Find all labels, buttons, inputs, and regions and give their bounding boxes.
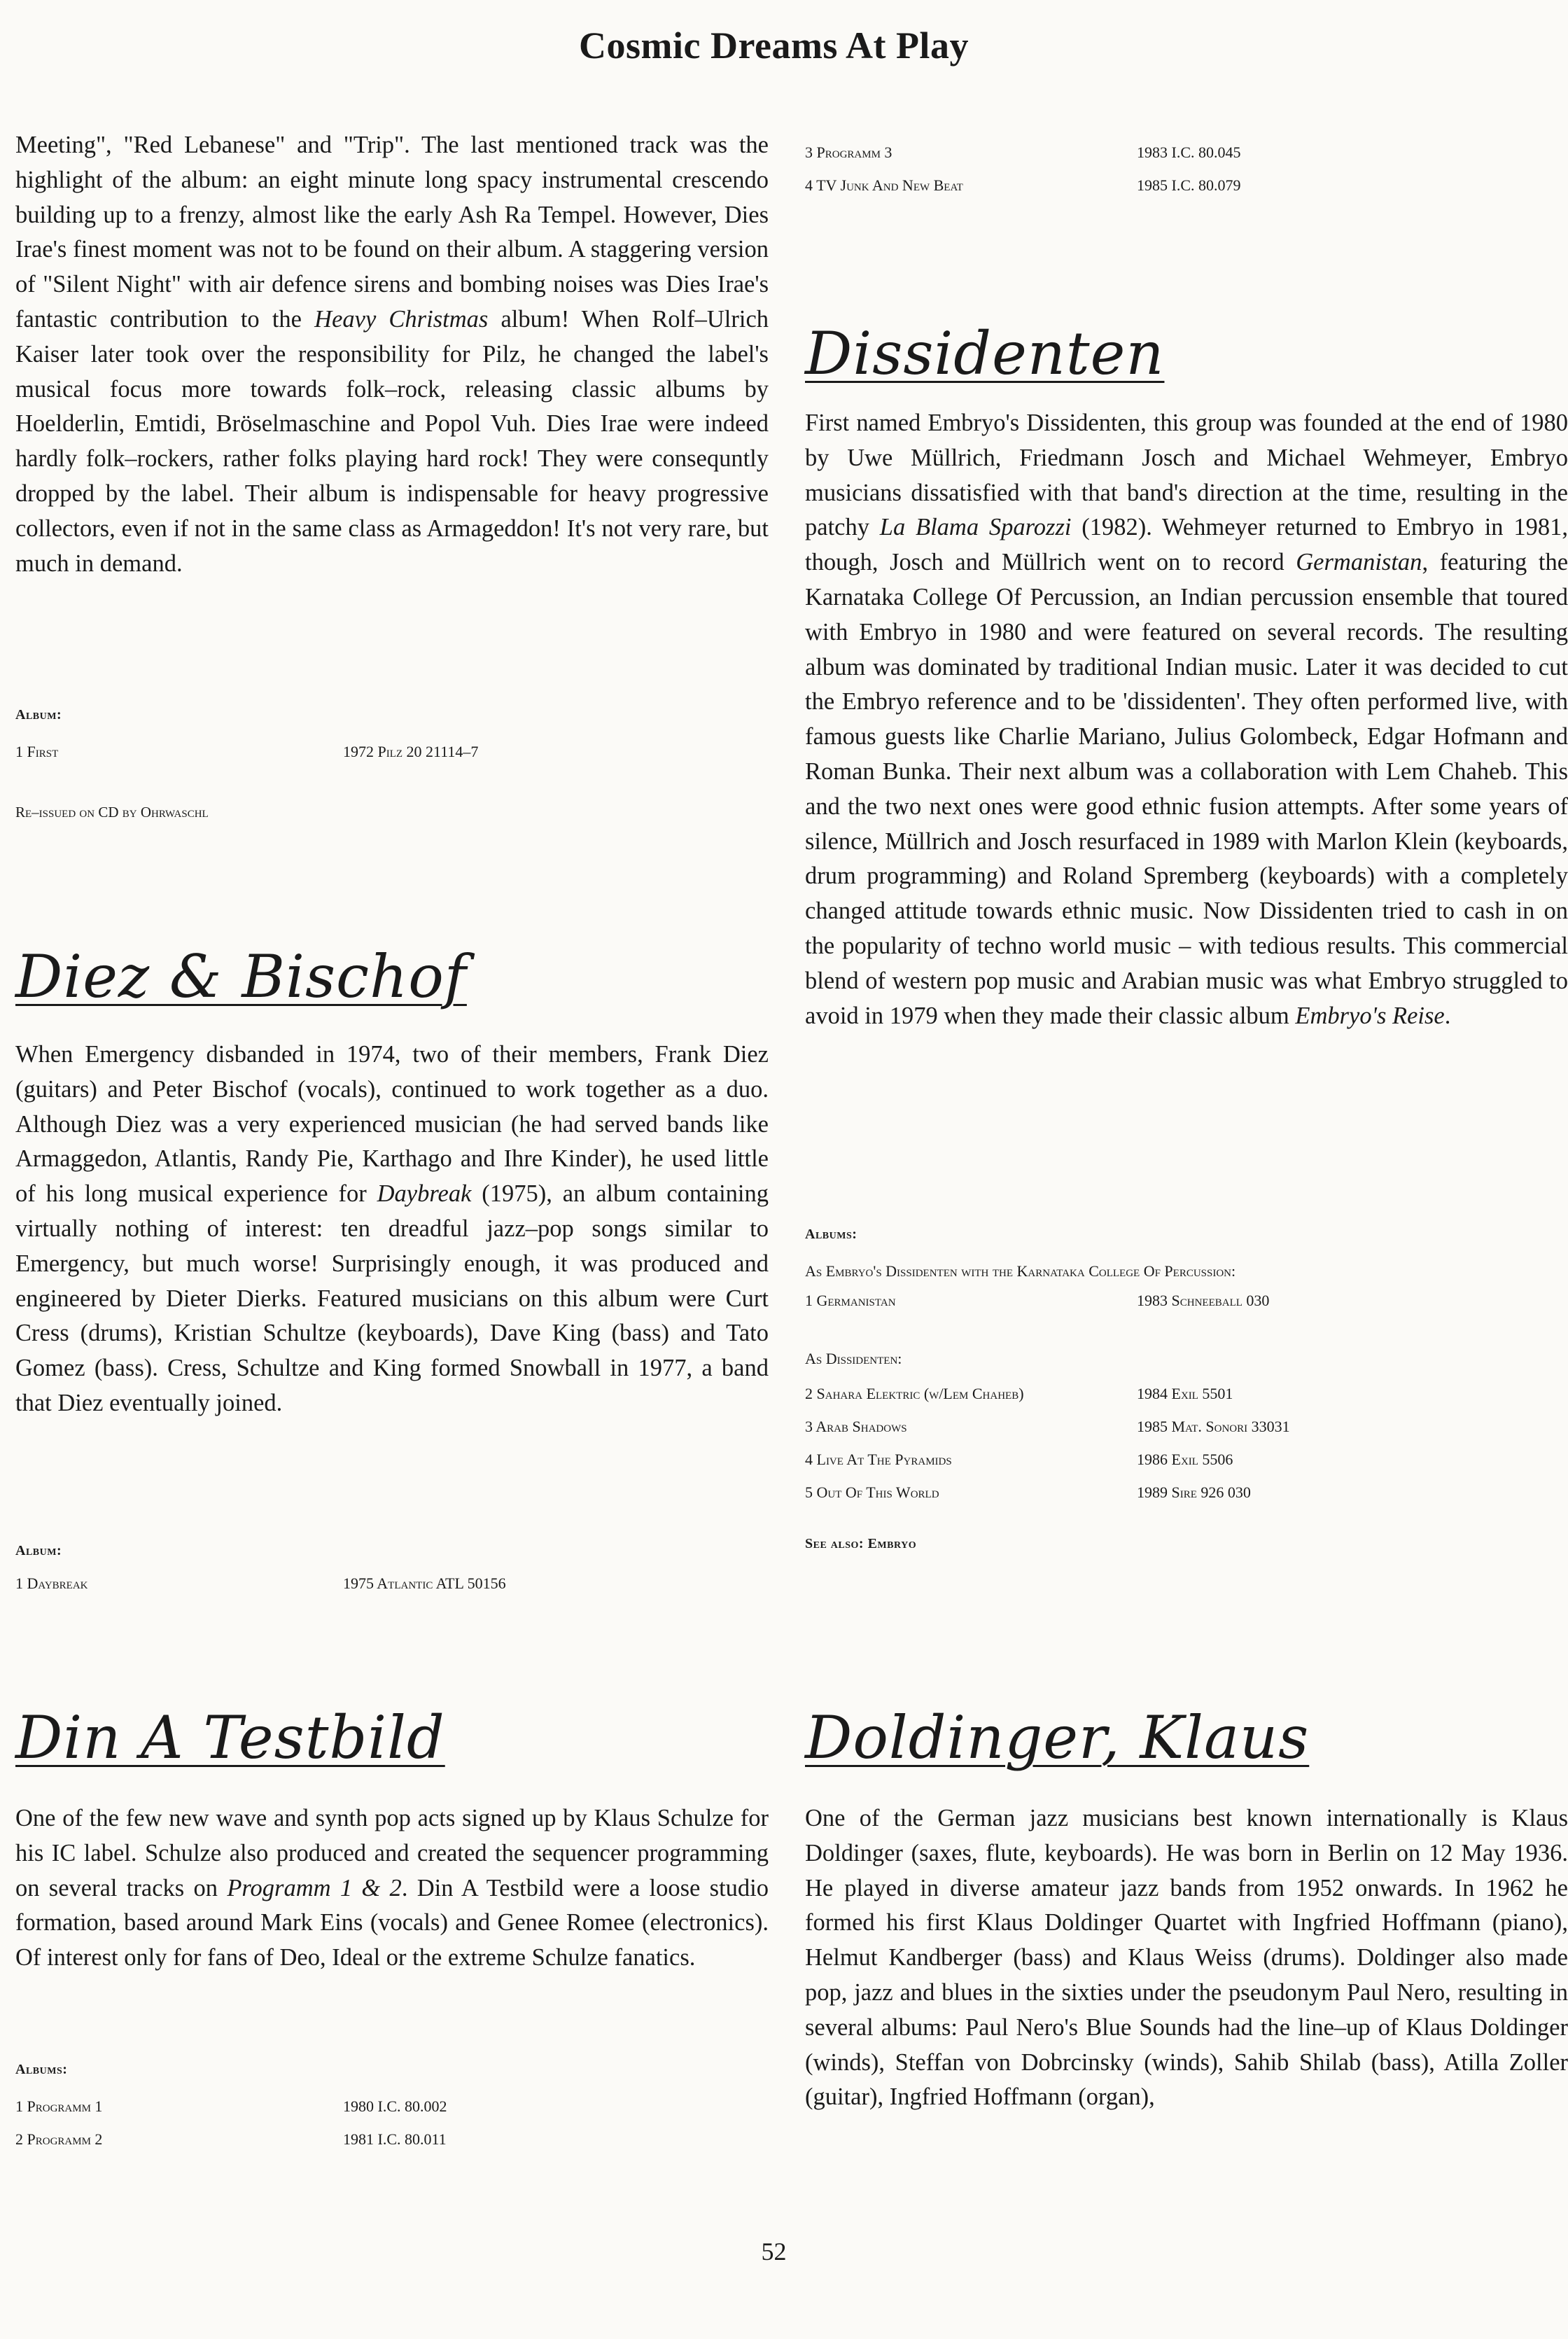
dissidenten-section [805, 319, 1548, 389]
album-row: 2 Sahara Elektric (w/Lem Chaheb) 1984 Exil 5501 [805, 1385, 1233, 1402]
din-a-testbild-section [15, 1703, 769, 1773]
albums-label: Album: [15, 1543, 62, 1558]
albums-label: Album: [15, 707, 62, 722]
discography-group-label: As Dissidenten: [805, 1350, 902, 1367]
dissidenten-paragraph: First named Embryo's Dissidenten, this group was founded at the end of 1980 by Uwe Müllrich, Friedmann Josch and Michael Wehmeyer, Embryo musicians dissatisfied with that band's direction at the time, resulting in the patchy La Blama Sparozzi (1982). Wehmeyer returned to Embryo in 1981, though, Josch and Müllrich went on to record Germanistan, featuring the Karnataka College Of Percussion, an Indian percussion ensemble that toured with Embryo in 1980 and were featured on several records. The resulting album was dominated by traditional Indian music. Later it was decided to cut the Embryo reference and to be 'dissidenten'. They often performed live, with famous guests like Charlie Mariano, Julius Golombeck, Edgar Hofmann and Roman Bunka. Their next album was a collaboration with Lem Chaheb. This and the two next ones were good ethnic fusion attempts. After some years of silence, Müllrich and Josch resurfaced in 1989 with Marlon Klein (keyboards, drum programming) and Roland Spremberg (keyboards) with a completely changed attitude towards ethnic music. Now Dissidenten tried to cash in on the popularity of techno world music – with tedious results. This commercial blend of western pop music and Arabian music was what Embryo struggled to avoid in 1979 when they made their classic album Embryo's Reise. [805, 410, 1568, 1029]
albums-label: Albums: [15, 2062, 68, 2077]
din-a-testbild-discography-cont [805, 144, 1548, 209]
page-number: 52 [761, 2237, 787, 2265]
album-row: 1 Daybreak 1975 Atlantic ATL 50156 [15, 1575, 506, 1592]
album-row: 1 Germanistan 1983 Schneeball 030 [805, 1292, 1270, 1309]
section-heading: Diez & Bischof [15, 942, 467, 1011]
section-heading: Doldinger, Klaus [805, 1703, 1310, 1772]
dissidenten-discography [805, 1227, 1548, 1552]
dies-irae-paragraph: Meeting", "Red Lebanese" and "Trip". The last mentioned track was the highlight of the album: an eight minute long spacy instrumental crescendo building up to a frenzy, almost like the early Ash Ra Tempel. However, Dies Irae's finest moment was not to be found on their album. A staggering version of "Silent Night" with air defence sirens and bombing noises was Dies Irae's fantastic contribution to the Heavy Christmas album! When Rolf–Ulrich Kaiser later took over the responsibility for Pilz, he changed the label's musical focus more towards folk–rock, releasing classic albums by Hoelderlin, Emtidi, Bröselmaschine and Popol Vuh. Dies Irae were indeed hardly folk–rockers, rather folks playing hard rock! They were consequntly dropped by the label. Their album is indispensable for heavy progressive collectors, even if not in the same class as Armageddon! It's not very rare, but much in demand. [15, 132, 769, 577]
din-a-testbild-paragraph: One of the few new wave and synth pop acts signed up by Klaus Schulze for his IC label. Schulze also produced and created the sequencer programming on several tracks on Programm 1 & 2. Din A Testbild were a loose studio formation, based around Mark Eins (vocals) and Genee Romee (electronics). Of interest only for fans of Deo, Ideal or the extreme Schulze fanatics. [15, 1805, 769, 1971]
doldinger-section [805, 1703, 1548, 1773]
dies-irae-discography [15, 707, 769, 821]
page-title: Cosmic Dreams At Play [579, 25, 969, 67]
diez-bischof-discography [15, 1543, 769, 1607]
doldinger-paragraph: One of the German jazz musicians best known internationally is Klaus Doldinger (saxes, flute, keyboards). He was born in Berlin on 12 May 1936. He played in diverse amateur jazz bands from 1952 onwards. In 1962 he formed his first Klaus Doldinger Quartet with Ingfried Hoffmann (piano), Helmut Kandberger (bass) and Klaus Weiss (drums). Doldinger also made pop, jazz and blues in the sixties under the pseudonym Paul Nero, resulting in several albums: Paul Nero's Blue Sounds had the line–up of Klaus Doldinger (winds), Steffan von Dobrcinsky (winds), Sahib Shilab (bass), Atilla Zoller (guitar), Ingfried Hoffmann (organ), [805, 1805, 1568, 2111]
reissue-note: Re–issued on CD by Ohrwaschl [15, 804, 209, 821]
album-row: 4 TV Junk And New Beat 1985 I.C. 80.079 [805, 176, 1241, 194]
album-row: 3 Programm 3 1983 I.C. 80.045 [805, 144, 1241, 161]
din-a-testbild-discography [15, 2062, 769, 2163]
discography-group-label: As Embryo's Dissidenten with the Karnataka College Of Percussion: [805, 1262, 1236, 1280]
din-a-testbild-body [15, 1801, 769, 1976]
album-row: 5 Out Of This World 1989 Sire 926 030 [805, 1483, 1251, 1501]
album-row: 1 Programm 1 1980 I.C. 80.002 [15, 2097, 447, 2115]
album-row: 3 Arab Shadows 1985 Mat. Sonori 33031 [805, 1418, 1290, 1435]
diez-bischof-body [15, 1038, 769, 1421]
dies-irae-section [15, 128, 769, 581]
diez-bischof-section [15, 942, 769, 1012]
diez-bischof-paragraph: When Emergency disbanded in 1974, two of their members, Frank Diez (guitars) and Peter Bischof (vocals), continued to work together as a duo. Although Diez was a very experienced musician (he had served bands like Armaggedon, Atlantis, Randy Pie, Karthago and Ihre Kinder), he used little of his long musical experience for Daybreak (1975), an album containing virtually nothing of interest: ten dreadful jazz–pop songs similar to Emergency, but much worse! Surprisingly enough, it was produced and engineered by Dieter Dierks. Featured musicians on this album were Curt Cress (drums), Kristian Schultze (keyboards), Dave King (bass) and Tato Gomez (bass). Cress, Schultze and King formed Snowball in 1977, a band that Diez eventually joined. [15, 1041, 769, 1416]
doldinger-body [805, 1801, 1568, 2115]
albums-label: Albums: [805, 1227, 858, 1242]
dissidenten-body [805, 406, 1568, 1033]
section-heading: Dissidenten [805, 319, 1165, 388]
album-row: 2 Programm 2 1981 I.C. 80.011 [15, 2130, 447, 2148]
album-row: 1 First 1972 Pilz 20 21114–7 [15, 743, 479, 760]
album-row: 4 Live At The Pyramids 1986 Exil 5506 [805, 1451, 1233, 1468]
section-heading: Din A Testbild [15, 1703, 445, 1772]
see-also: See also: Embryo [805, 1536, 917, 1551]
